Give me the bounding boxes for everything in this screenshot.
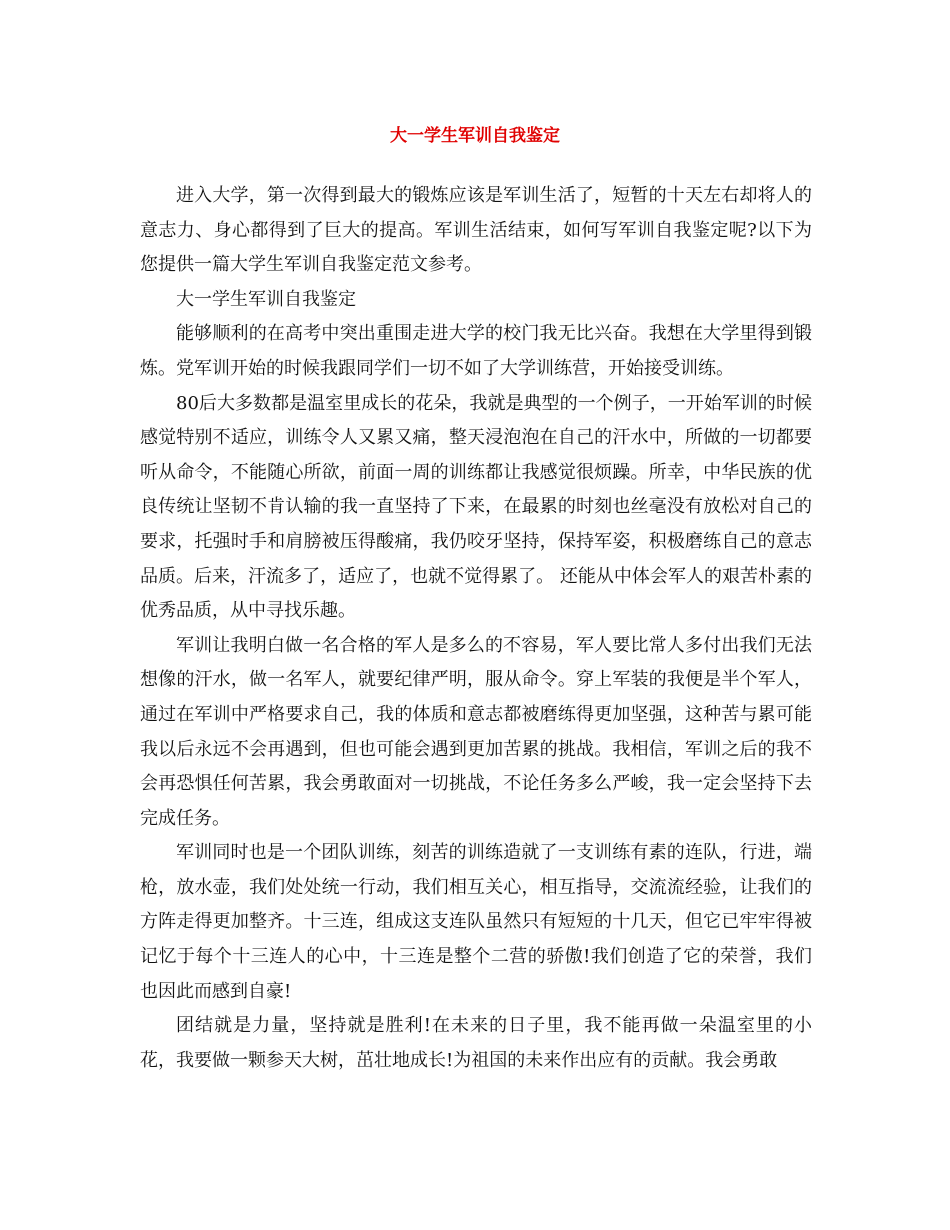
paragraph-intro: 进入大学，第一次得到最大的锻炼应该是军训生活了，短暂的十天左右却将人的意志力、身心都得到了巨大的提高。军训生活结束，如何写军训自我鉴定呢?以下为您提供一篇大学生军训自我鉴定范文参考。 [140,185,812,276]
paragraph-3: 军训让我明白做一名合格的军人是多么的不容易，军人要比常人多付出我们无法想像的汗水，做一名军人，就要纪律严明，服从命令。穿上军装的我便是半个军人，通过在军训中严格要求自己，我的体质和意志都被磨练得更加坚强，这种苦与累可能我以后永远不会再遇到，但也可能会遇到更加苦累的挑战。我相信，军训之后的我不会再恐惧任何苦累，我会勇敢面对一切挑战，不论任务多么严峻，我一定会坚持下去完成任务。 [140,634,812,829]
paragraph-1: 能够顺利的在高考中突出重围走进大学的校门我无比兴奋。我想在大学里得到锻炼。党军训开始的时候我跟同学们一切不如了大学训练营，开始接受训练。 [140,323,812,379]
paragraph-5: 团结就是力量，坚持就是胜利!在未来的日子里，我不能再做一朵温室里的小花，我要做一颗参天大树，茁壮地成长!为祖国的未来作出应有的贡献。我会勇敢 [140,1015,812,1071]
paragraph-2: 80后大多数都是温室里成长的花朵，我就是典型的一个例子，一开始军训的时候感觉特别不适应，训练令人又累又痛，整天浸泡泡在自己的汗水中，所做的一切都要听从命令，不能随心所欲，前面一周的训练都让我感觉很烦躁。所幸，中华民族的优良传统让坚韧不肯认输的我一直坚持了下来，在最累的时刻也丝毫没有放松对自己的要求，托强时手和肩膀被压得酸痛，我仍咬牙坚持，保持军姿，积极磨练自己的意志品质。后来，汗流多了，适应了，也就不觉得累了。 还能从中体会军人的艰苦朴素的优秀品质，从中寻找乐趣。 [140,392,812,622]
document-body [140,179,812,1078]
paragraph-4: 军训同时也是一个团队训练，刻苦的训练造就了一支训练有素的连队，行进，端枪，放水壶，我们处处统一行动，我们相互关心，相互指导，交流流经验，让我们的方阵走得更加整齐。十三连，组成这支连队虽然只有短短的十几天，但它已牢牢得被记忆于每个十三连人的心中，十三连是整个二营的骄傲!我们创造了它的荣誉，我们也因此而感到自豪! [140,842,812,1002]
document-title: 大一学生军训自我鉴定 [390,126,560,146]
paragraph-subtitle: 大一学生军训自我鉴定 [176,288,356,310]
